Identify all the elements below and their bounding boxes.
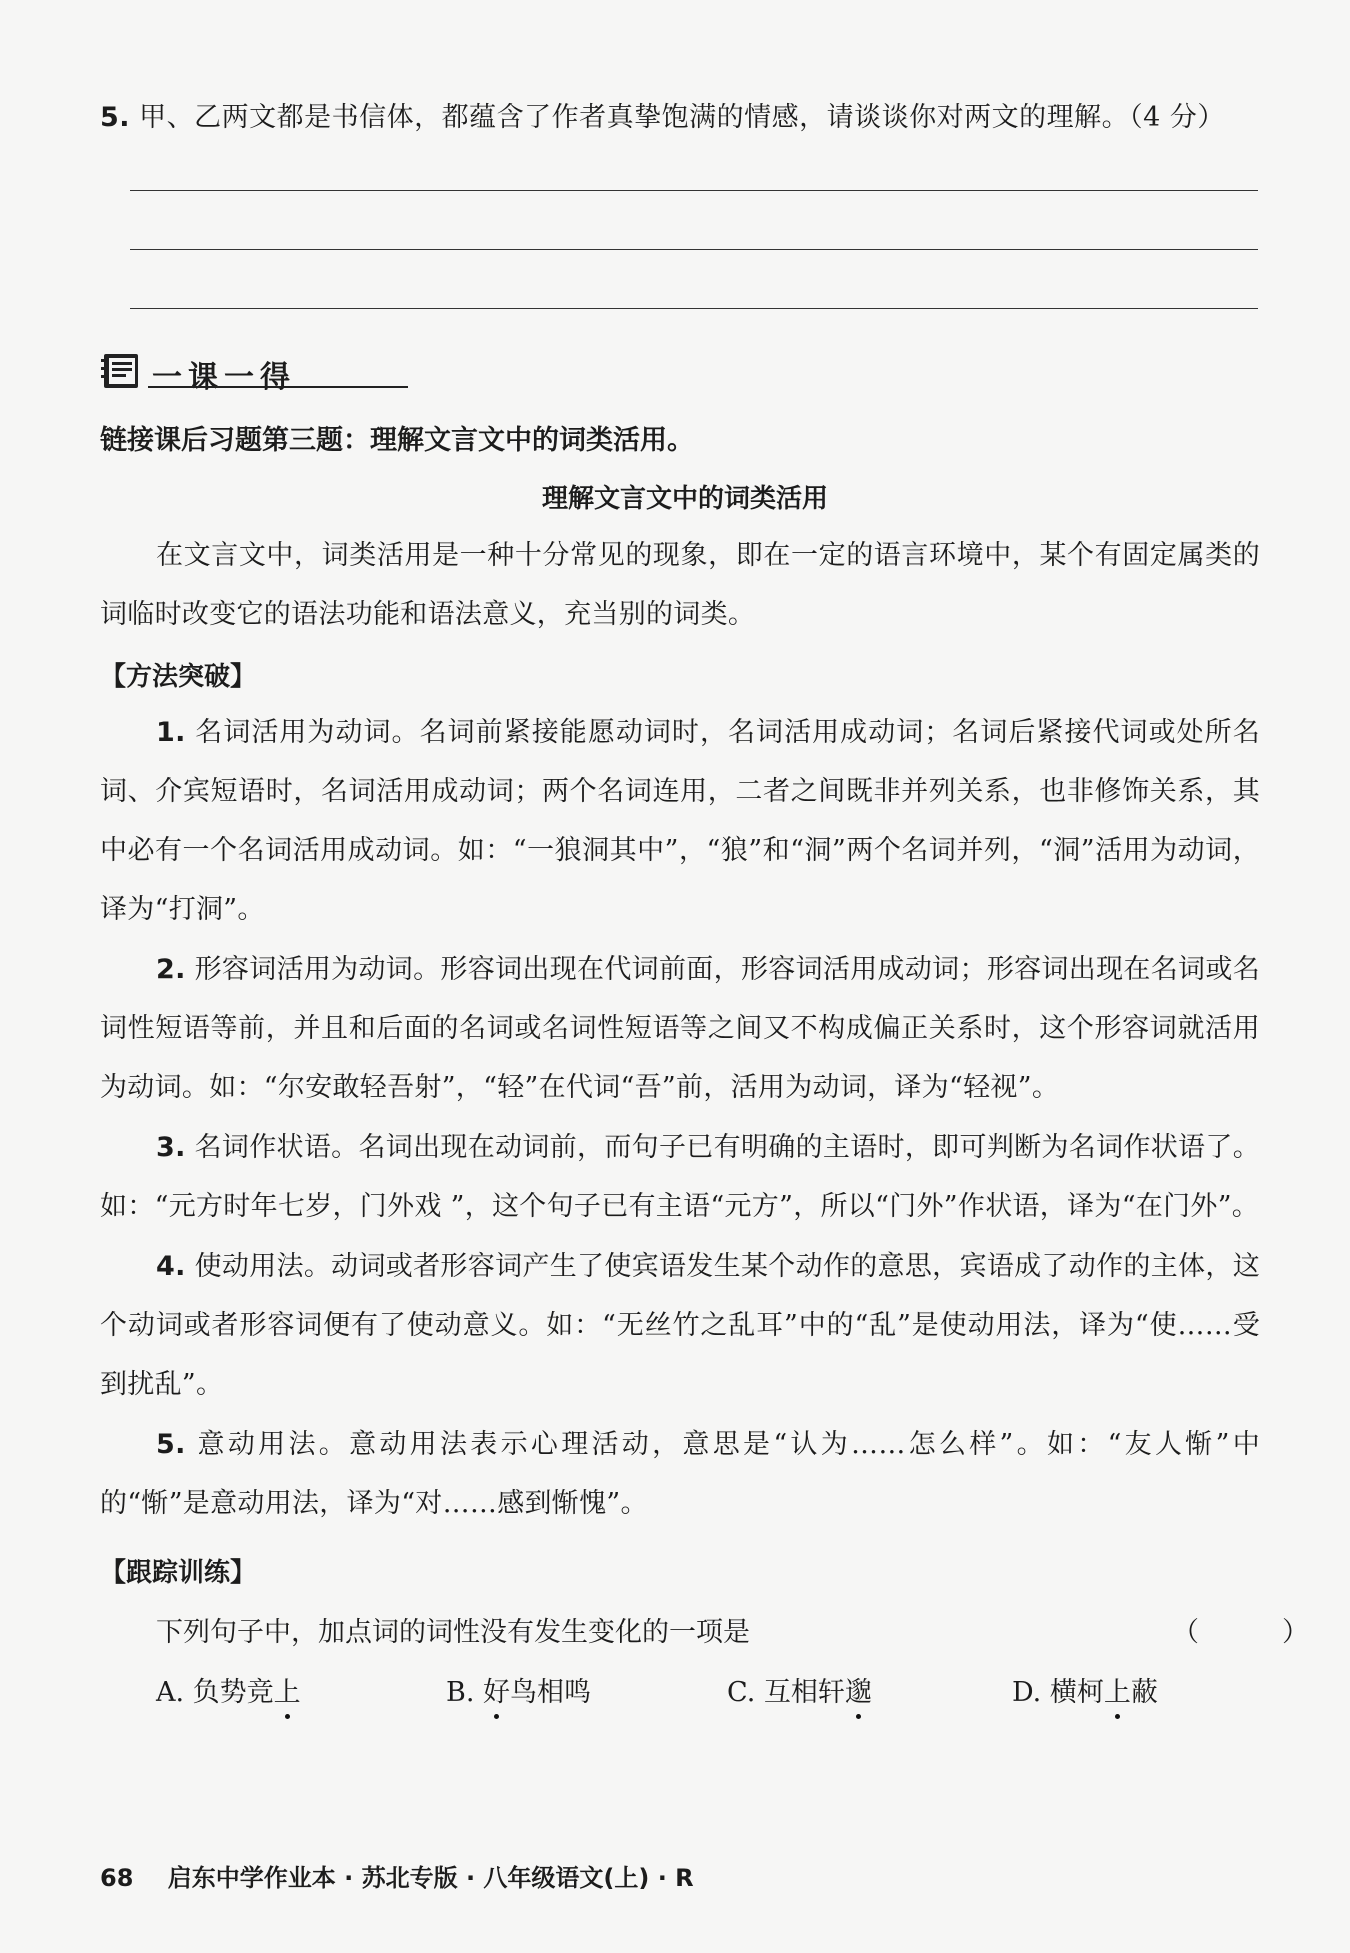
section-header bbox=[100, 350, 320, 394]
question-5-text: 甲、乙两文都是书信体，都蕴含了作者真挚饱满的情感，请谈谈你对两文的理解。（4 分） bbox=[139, 102, 1225, 133]
method-item-1 bbox=[100, 703, 1260, 939]
option-b[interactable] bbox=[446, 1670, 591, 1709]
page-footer bbox=[100, 1858, 694, 1893]
dotted-word: 邈 bbox=[845, 1670, 872, 1709]
method-item-number: 2. bbox=[156, 954, 186, 985]
method-item-text: 名词作状语。名词出现在动词前，而句子已有明确的主语时，即可判断为名词作状语了。如：“元方时年七岁，门外戏 ”，这个句子已有主语“元方”，所以“门外”作状语，译为“在门外”。 bbox=[100, 1132, 1260, 1222]
dotted-word: 上 bbox=[274, 1670, 301, 1709]
method-item-number: 3. bbox=[156, 1132, 186, 1163]
answer-line-1[interactable] bbox=[130, 190, 1258, 191]
option-text: C. 互相轩 bbox=[727, 1677, 845, 1708]
method-item-2 bbox=[100, 940, 1260, 1117]
method-item-text: 名词活用为动词。名词前紧接能愿动词时，名词活用成动词；名词后紧接代词或处所名词、介宾短语时，名词活用成动词；两个名词连用，二者之间既非并列关系，也非修饰关系，其中必有一个名词活用成动词。如：“一狼洞其中”，“狼”和“洞”两个名词并列，“洞”活用为动词，译为“打洞”。 bbox=[100, 717, 1260, 925]
method-item-text: 使动用法。动词或者形容词产生了使宾语发生某个动作的意思，宾语成了动作的主体，这个动词或者形容词便有了使动意义。如：“无丝竹之乱耳”中的“乱”是使动用法，译为“使……受到扰乱”。 bbox=[100, 1251, 1260, 1400]
option-text: B. bbox=[446, 1677, 484, 1708]
method-item-text: 意动用法。意动用法表示心理活动，意思是“认为……怎么样”。如：“友人惭”中的“惭”是意动用法，译为“对……感到惭愧”。 bbox=[100, 1429, 1260, 1519]
page-number: 68 bbox=[100, 1864, 134, 1892]
training-question: 下列句子中，加点词的词性没有发生变化的一项是 bbox=[156, 1617, 750, 1648]
option-text: A. 负势竞 bbox=[156, 1677, 274, 1708]
method-item-number: 1. bbox=[156, 717, 186, 748]
answer-parentheses[interactable]: （ ） bbox=[1172, 1617, 1337, 1648]
method-item-text: 形容词活用为动词。形容词出现在代词前面，形容词活用成动词；形容词出现在名词或名词性短语等前，并且和后面的名词或名词性短语等之间又不构成偏正关系时，这个形容词就活用为动词。如：“尔安敢轻吾射”，“轻”在代词“吾”前，活用为动词，译为“轻视”。 bbox=[100, 954, 1260, 1103]
link-line: 链接课后习题第三题：理解文言文中的词类活用。 bbox=[100, 425, 694, 456]
method-item-number: 5. bbox=[156, 1429, 186, 1460]
section-underline bbox=[148, 386, 408, 388]
training-heading: 【跟踪训练】 bbox=[100, 1558, 257, 1588]
intro-paragraph: 在文言文中，词类活用是一种十分常见的现象，即在一定的语言环境中，某个有固定属类的词临时改变它的语法功能和语法意义，充当别的词类。 bbox=[100, 540, 1260, 630]
notebook-icon bbox=[100, 350, 146, 392]
method-item-3 bbox=[100, 1118, 1260, 1236]
answer-line-2[interactable] bbox=[130, 249, 1258, 250]
option-c[interactable] bbox=[727, 1670, 872, 1709]
option-a[interactable] bbox=[156, 1670, 301, 1709]
question-5 bbox=[100, 95, 1225, 134]
option-d[interactable] bbox=[1012, 1670, 1158, 1709]
section-heading: 理解文言文中的词类活用 bbox=[541, 484, 828, 514]
method-item-number: 4. bbox=[156, 1251, 186, 1282]
method-item-5 bbox=[100, 1415, 1260, 1533]
dotted-word: 好 bbox=[483, 1670, 510, 1709]
answer-line-3[interactable] bbox=[130, 308, 1258, 309]
option-text: 鸟相鸣 bbox=[510, 1677, 592, 1708]
option-text: D. 横柯 bbox=[1012, 1677, 1104, 1708]
dotted-word: 上 bbox=[1104, 1670, 1131, 1709]
question-5-number: 5. bbox=[100, 102, 131, 133]
book-title: 启东中学作业本 · 苏北专版 · 八年级语文(上) · R bbox=[167, 1864, 694, 1892]
method-heading: 【方法突破】 bbox=[100, 662, 257, 692]
option-text: 蔽 bbox=[1130, 1677, 1158, 1708]
section-title: 一课一得 bbox=[152, 360, 296, 395]
method-item-4 bbox=[100, 1237, 1260, 1414]
